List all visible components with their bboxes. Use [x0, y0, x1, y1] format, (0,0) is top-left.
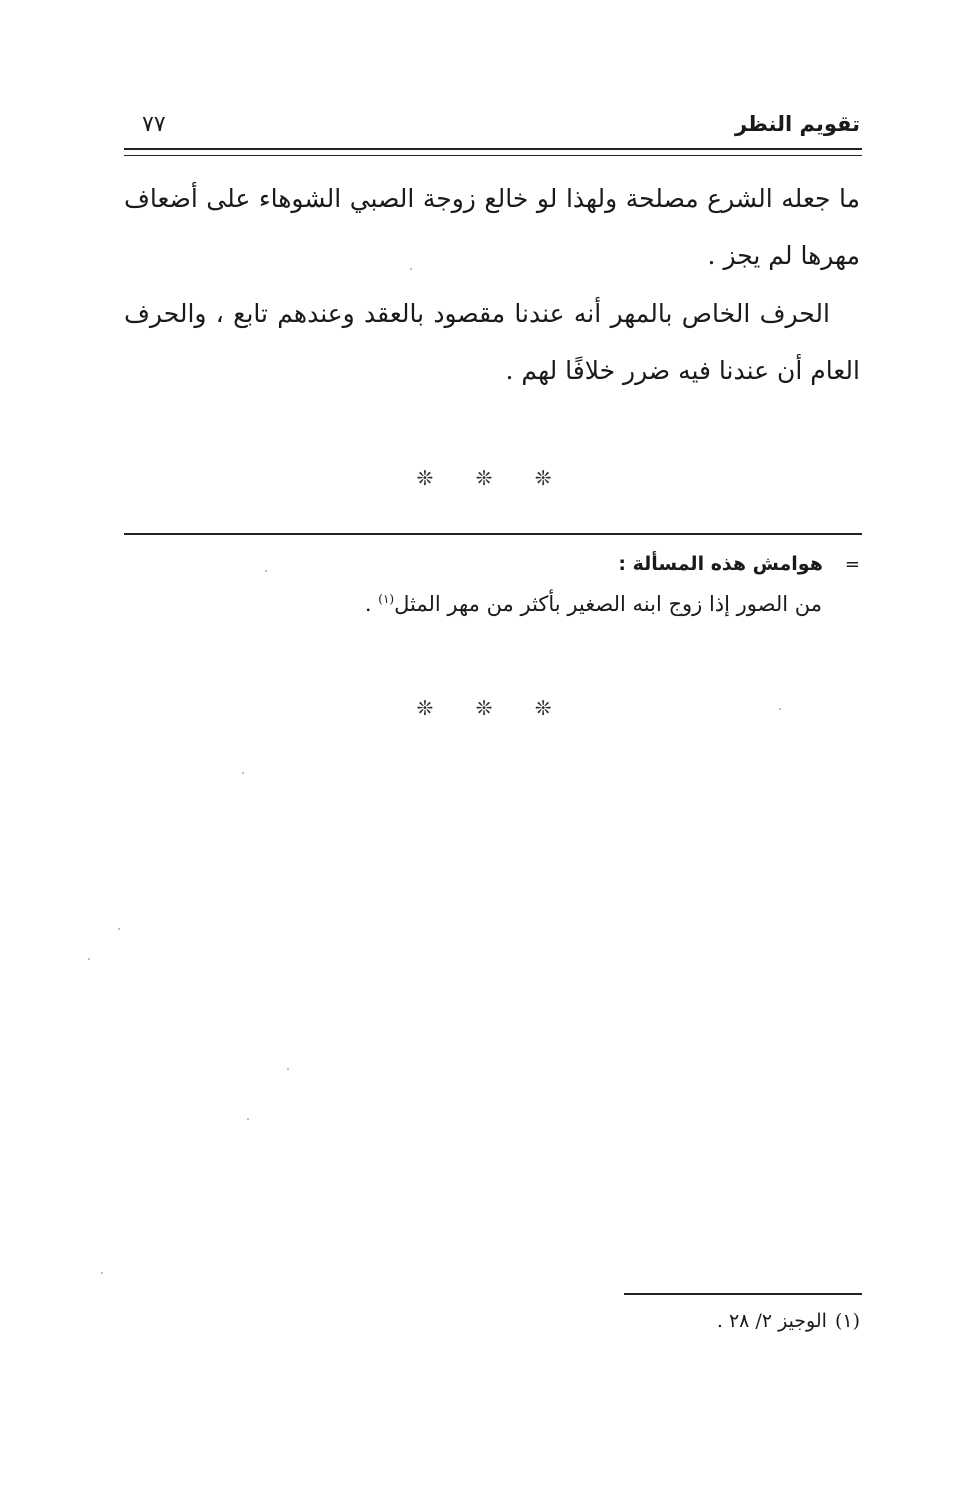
annotations-rule — [124, 533, 862, 535]
footnote-marker: (١) — [834, 1310, 860, 1332]
print-speck — [101, 1272, 103, 1274]
print-speck — [287, 1068, 289, 1070]
print-speck — [118, 928, 120, 930]
running-header-title: تقويم النظر — [734, 112, 860, 136]
annotation-text — [365, 592, 822, 616]
print-speck — [247, 1118, 249, 1120]
body-paragraph-1: ما جعله الشرع مصلحة ولهذا لو خالع زوجة الصبي الشوهاء على أضعاف مهرها لم يجز . — [124, 184, 860, 270]
print-speck — [242, 772, 244, 774]
annotation-end-period: . — [364, 592, 379, 616]
page-number: ٧٧ — [142, 112, 166, 137]
annotation-body: من الصور إذا زوج ابنه الصغير بأكثر من مهر المثل — [394, 592, 822, 616]
header-double-rule — [124, 148, 862, 156]
annotations-heading: هوامش هذه المسألة : — [618, 553, 823, 575]
annotations-separator: ❊ ❊ ❊ — [416, 696, 570, 720]
print-speck — [779, 708, 781, 710]
body-paragraph-2: الحرف الخاص بالمهر أنه عندنا مقصود بالعقد وعندهم تابع ، والحرف العام أن عندنا فيه ضرر خلافًا لهم . — [124, 299, 860, 385]
annotations-heading-row — [618, 553, 860, 575]
footnote-reference: (١) — [378, 592, 395, 606]
section-separator: ❊ ❊ ❊ — [416, 466, 570, 490]
print-speck — [88, 958, 90, 960]
print-speck — [265, 570, 267, 572]
footnote-text: الوجيز ٢/ ٢٨ . — [716, 1310, 827, 1332]
continuation-marker: = — [844, 554, 860, 575]
footnote — [717, 1310, 860, 1332]
print-speck — [410, 268, 412, 270]
footnote-rule — [624, 1293, 862, 1295]
